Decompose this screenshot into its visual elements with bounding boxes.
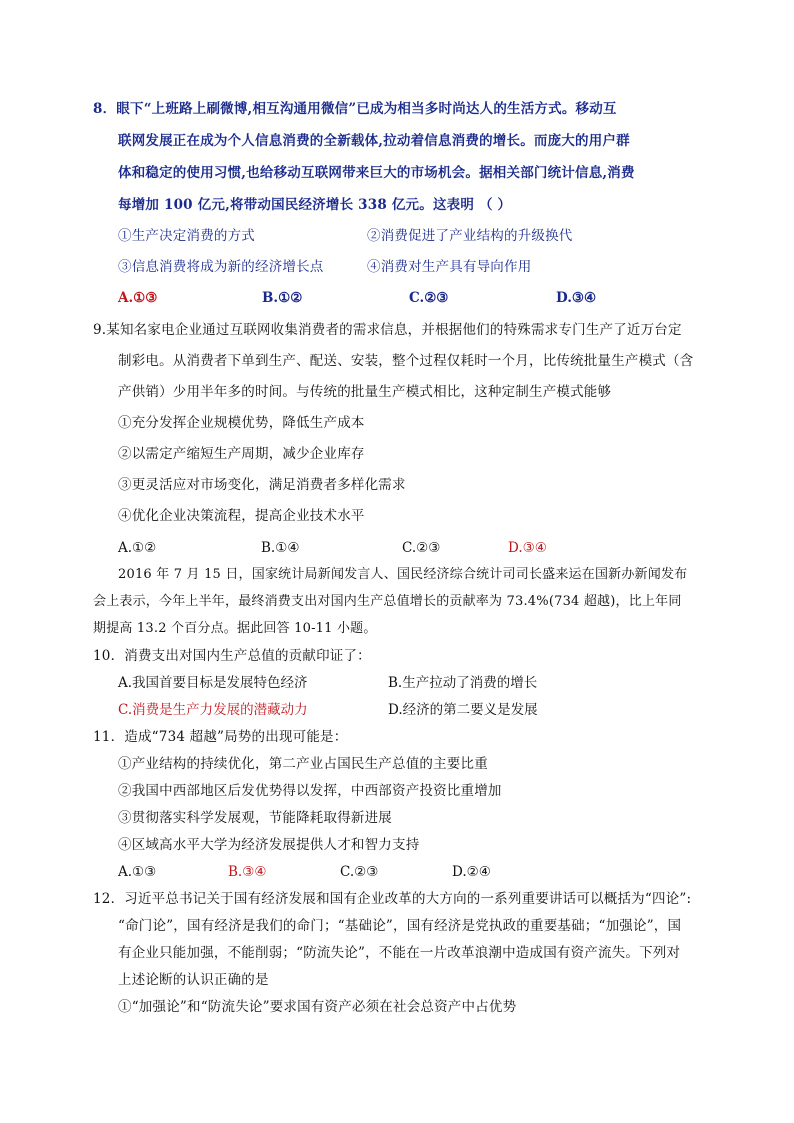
q12-line: “命门论”，国有经济是我们的命门；“基础论”，国有经济是党执政的重要基础；“加强论”，国 bbox=[118, 918, 682, 934]
q10-option-c: C.消费是生产力发展的潜藏动力 bbox=[118, 702, 308, 718]
q8-option-a: A.①③ bbox=[118, 290, 158, 306]
q9-option-a: A.①② bbox=[118, 540, 157, 556]
q12-line: 有企业只能加强，不能削弱；“防流失论”，不能在一片改革浪潮中造成国有资产流失。下列对 bbox=[118, 945, 681, 961]
q9-option-d: D.③④ bbox=[508, 540, 547, 556]
q9-line: 9.某知名家电企业通过互联网收集消费者的需求信息，并根据他们的特殊需求专门生产了近万台定 bbox=[93, 322, 682, 338]
q12-statement: ①“加强论”和“防流失论”要求国有资产必须在社会总资产中占优势 bbox=[118, 999, 517, 1015]
q8-option-d: D.③④ bbox=[556, 290, 597, 306]
q11-option-d: D.②④ bbox=[452, 864, 491, 880]
q11-option-a: A.①③ bbox=[118, 864, 157, 880]
q10-option-b: B.生产拉动了消费的增长 bbox=[388, 675, 538, 691]
q8-statement: ②消费促进了产业结构的升级换代 bbox=[367, 228, 573, 244]
q9-statement: ①充分发挥企业规模优势，降低生产成本 bbox=[118, 415, 365, 431]
q9-line: 制彩电。从消费者下单到生产、配送、安装，整个过程仅耗时一个月，比传统批量生产模式（含 bbox=[118, 353, 694, 369]
q8-line: 每增加 100 亿元,将带动国民经济增长 338 亿元。这表明 （ ） bbox=[118, 197, 512, 213]
q8-line: 联网发展正在成为个人信息消费的全新载体,拉动着信息消费的增长。而庞大的用户群 bbox=[118, 133, 630, 149]
q12-line: 12．习近平总书记关于国有经济发展和国有企业改革的大方向的一系列重要讲话可以概括为“四论”: bbox=[93, 891, 692, 907]
q8-line: 体和稳定的使用习惯,也给移动互联网带来巨大的市场机会。据相关部门统计信息,消费 bbox=[118, 165, 635, 181]
q8-statement: ③信息消费将成为新的经济增长点 bbox=[118, 259, 324, 275]
q8-option-c: C.②③ bbox=[409, 290, 449, 306]
q8-statement: ④消费对生产具有导向作用 bbox=[367, 259, 532, 275]
q9-statement: ②以需定产缩短生产周期，减少企业库存 bbox=[118, 446, 365, 462]
q8-option-b: B.①② bbox=[262, 290, 303, 306]
q10-option-a: A.我国首要目标是发展特色经济 bbox=[118, 675, 308, 691]
q9-statement: ④优化企业决策流程，提高企业技术水平 bbox=[118, 508, 365, 524]
q8-statement: ①生产决定消费的方式 bbox=[118, 228, 255, 244]
intro-line: 期提高 13.2 个百分点。据此回答 10-11 小题。 bbox=[93, 621, 377, 636]
q9-statement: ③更灵活应对市场变化，满足消费者多样化需求 bbox=[118, 477, 406, 493]
intro-line: 2016 年 7 月 15 日，国家统计局新闻发言人、国民经济综合统计司司长盛来运在国新办新闻发布 bbox=[118, 567, 688, 582]
q9-option-b: B.①④ bbox=[261, 540, 300, 556]
q9-option-c: C.②③ bbox=[402, 540, 441, 556]
q11-stem: 11．造成“734 超越”局势的出现可能是： bbox=[93, 729, 348, 745]
q12-line: 上述论断的认识正确的是 bbox=[118, 972, 269, 988]
q10-stem: 10．消费支出对国内生产总值的贡献印证了： bbox=[93, 648, 371, 664]
q11-option-c: C.②③ bbox=[340, 864, 379, 880]
q11-statement: ③贯彻落实科学发展观，节能降耗取得新进展 bbox=[118, 810, 392, 826]
intro-line: 会上表示，今年上半年，最终消费支出对国内生产总值增长的贡献率为 73.4%(734 超越)，比上年同 bbox=[93, 594, 682, 609]
q11-statement: ②我国中西部地区后发优势得以发挥，中西部资产投资比重增加 bbox=[118, 783, 502, 799]
q11-statement: ①产业结构的持续优化，第二产业占国民生产总值的主要比重 bbox=[118, 756, 488, 772]
q9-line: 产供销）少用半年多的时间。与传统的批量生产模式相比，这种定制生产模式能够 bbox=[118, 384, 612, 400]
q10-option-d: D.经济的第二要义是发展 bbox=[388, 702, 538, 718]
q8-line: 8．眼下“上班路上刷微博,相互沟通用微信”已成为相当多时尚达人的生活方式。移动互 bbox=[93, 101, 617, 117]
q11-statement: ④区域高水平大学为经济发展提供人才和智力支持 bbox=[118, 837, 420, 853]
q11-option-b: B.③④ bbox=[228, 864, 267, 880]
